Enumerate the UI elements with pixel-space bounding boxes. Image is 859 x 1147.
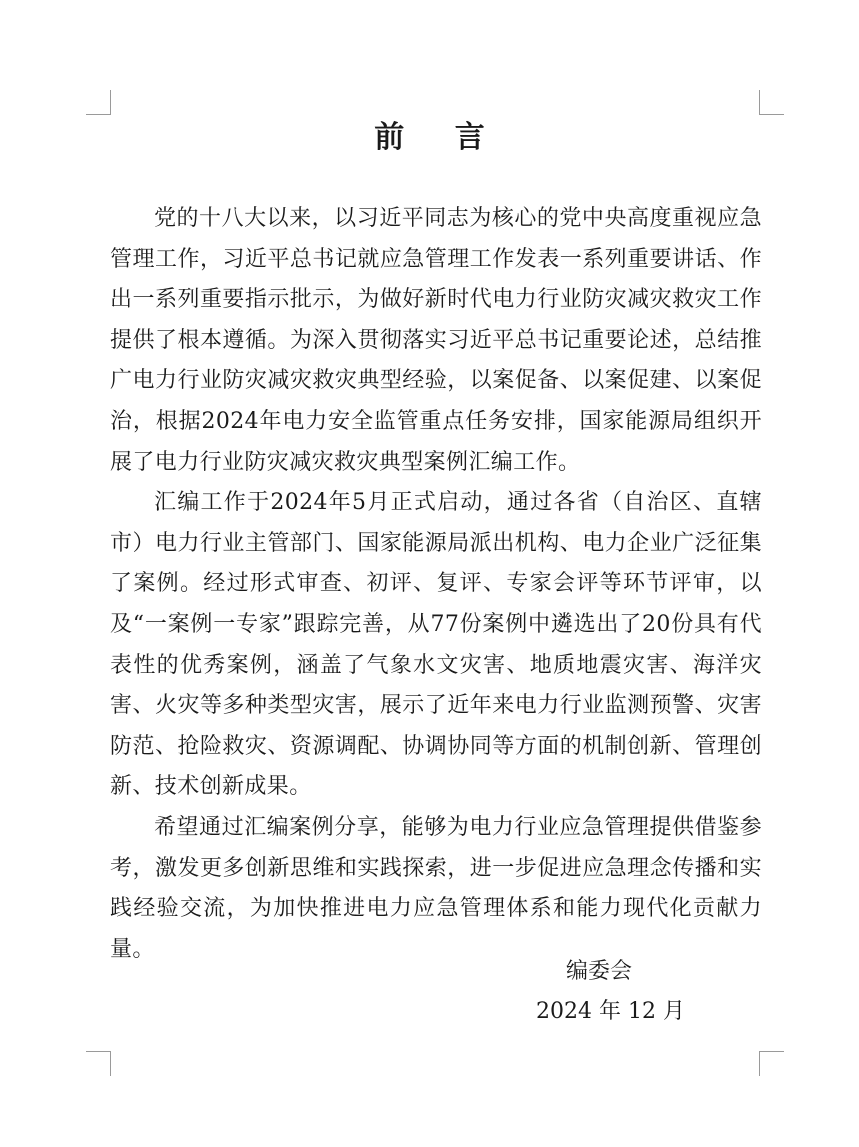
crop-mark-top-left xyxy=(86,90,111,115)
crop-mark-top-right xyxy=(759,90,784,115)
paragraph-3: 希望通过汇编案例分享，能够为电力行业应急管理提供借鉴参考，激发更多创新思维和实践探索，进一步促进应急理念传播和实践经验交流，为加快推进电力应急管理体系和能力现代化贡献力量。 xyxy=(110,814,762,962)
page-title: 前 言 xyxy=(374,120,505,155)
signature-date: 2024 年 12 月 xyxy=(536,999,685,1024)
paragraph-1: 党的十八大以来，以习近平同志为核心的党中央高度重视应急管理工作，习近平总书记就应急管理工作发表一系列重要讲话、作出一系列重要指示批示，为做好新时代电力行业防灾减灾救灾工作提供了根本遵循。为深入贯彻落实习近平总书记重要论述，总结推广电力行业防灾减灾救灾典型经验，以案促备、以案促建、以案促治，根据2024年电力安全监管重点任务安排，国家能源局组织开展了电力行业防灾减灾救灾典型案例汇编工作。 xyxy=(110,206,762,475)
paragraph-2: 汇编工作于2024年5月正式启动，通过各省（自治区、直辖市）电力行业主管部门、国家能源局派出机构、电力企业广泛征集了案例。经过形式审查、初评、复评、专家会评等环节评审，以及“一案例一专家”跟踪完善，从77份案例中遴选出了20份具有代表性的优秀案例，涵盖了气象水文灾害、地质地震灾害、海洋灾害、火灾等多种类型灾害，展示了近年来电力行业监测预警、灾害防范、抢险救灾、资源调配、协调协同等方面的机制创新、管理创新、技术创新成果。 xyxy=(110,490,762,800)
preface-body xyxy=(110,199,762,970)
signature-organization: 编委会 xyxy=(566,959,633,984)
crop-mark-bottom-left xyxy=(86,1051,111,1076)
crop-mark-bottom-right xyxy=(759,1051,784,1076)
